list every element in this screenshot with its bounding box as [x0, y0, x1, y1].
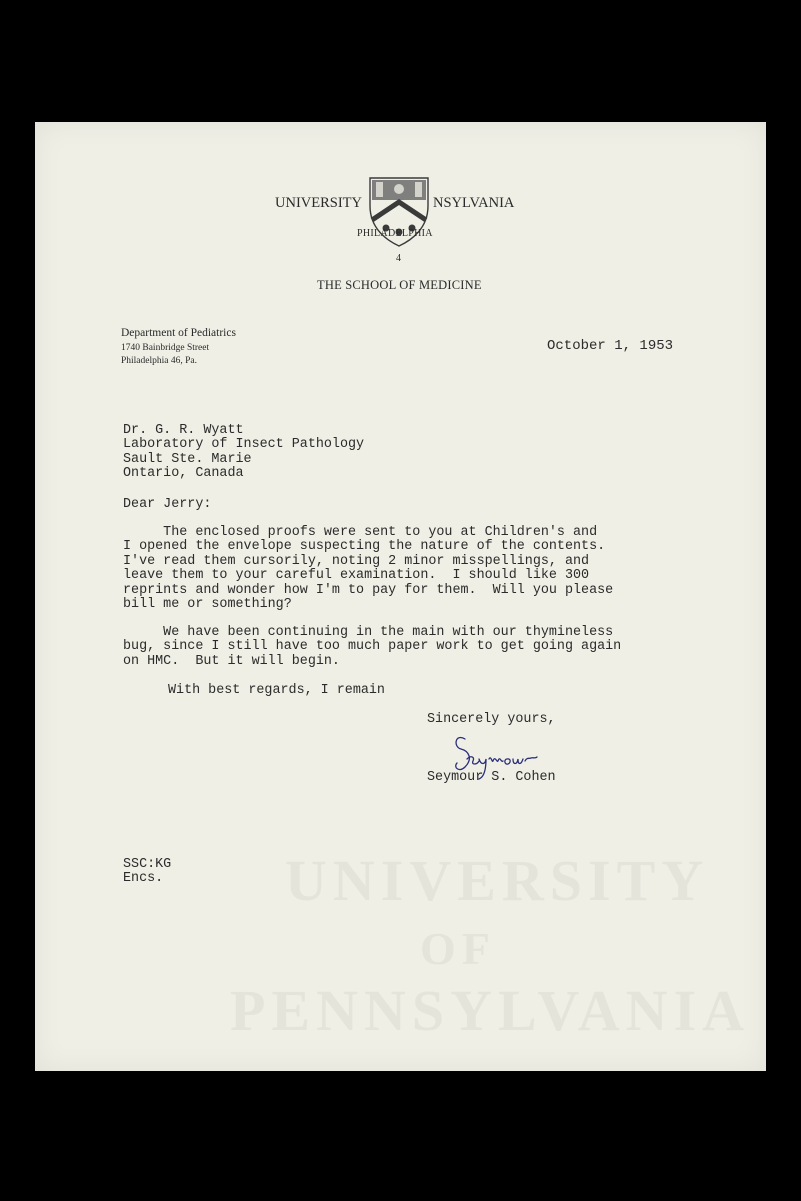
watermark-of: OF [420, 923, 496, 974]
body-paragraph-2: We have been continuing in the main with our thymineless bug, since I still have too much paper work to get going again on HMC. But it will begin. [123, 625, 622, 669]
letterhead-city: PHILADELPHIA [357, 228, 433, 239]
letterhead-address-line2: Philadelphia 46, Pa. [121, 356, 197, 366]
closing-line: With best regards, I remain [168, 683, 385, 698]
letterhead-university-left: UNIVERSITY [275, 195, 362, 211]
watermark-pennsylvania: PENNSYLVANIA [230, 978, 751, 1043]
letterhead-school: THE SCHOOL OF MEDICINE [317, 278, 482, 292]
letter-date: October 1, 1953 [547, 338, 674, 354]
reference-initials: SSC:KG Encs. [123, 857, 172, 887]
letterhead-postal-zone: 4 [396, 253, 401, 264]
letterhead-university-right: NSYLVANIA [433, 195, 515, 211]
body-paragraph-1: The enclosed proofs were sent to you at Children's and I opened the envelope suspecting the nature of the contents. I've read them cursorily, noting 2 minor misspellings, and leave them to your careful examination. I should like 300 reprints and wonder how I'm to pay for them. Will you please bill me or something? [123, 525, 614, 613]
sender-name: Seymour S. Cohen [427, 770, 556, 785]
complimentary-close: Sincerely yours, [427, 712, 556, 727]
letter-page [35, 122, 766, 1071]
watermark-university: UNIVERSITY [285, 848, 710, 913]
recipient-address: Dr. G. R. Wyatt Laboratory of Insect Pathology Sault Ste. Marie Ontario, Canada [123, 423, 365, 482]
letterhead-address-line1: 1740 Bainbridge Street [121, 343, 210, 353]
letterhead-department: Department of Pediatrics [121, 327, 236, 339]
salutation: Dear Jerry: [123, 497, 212, 512]
